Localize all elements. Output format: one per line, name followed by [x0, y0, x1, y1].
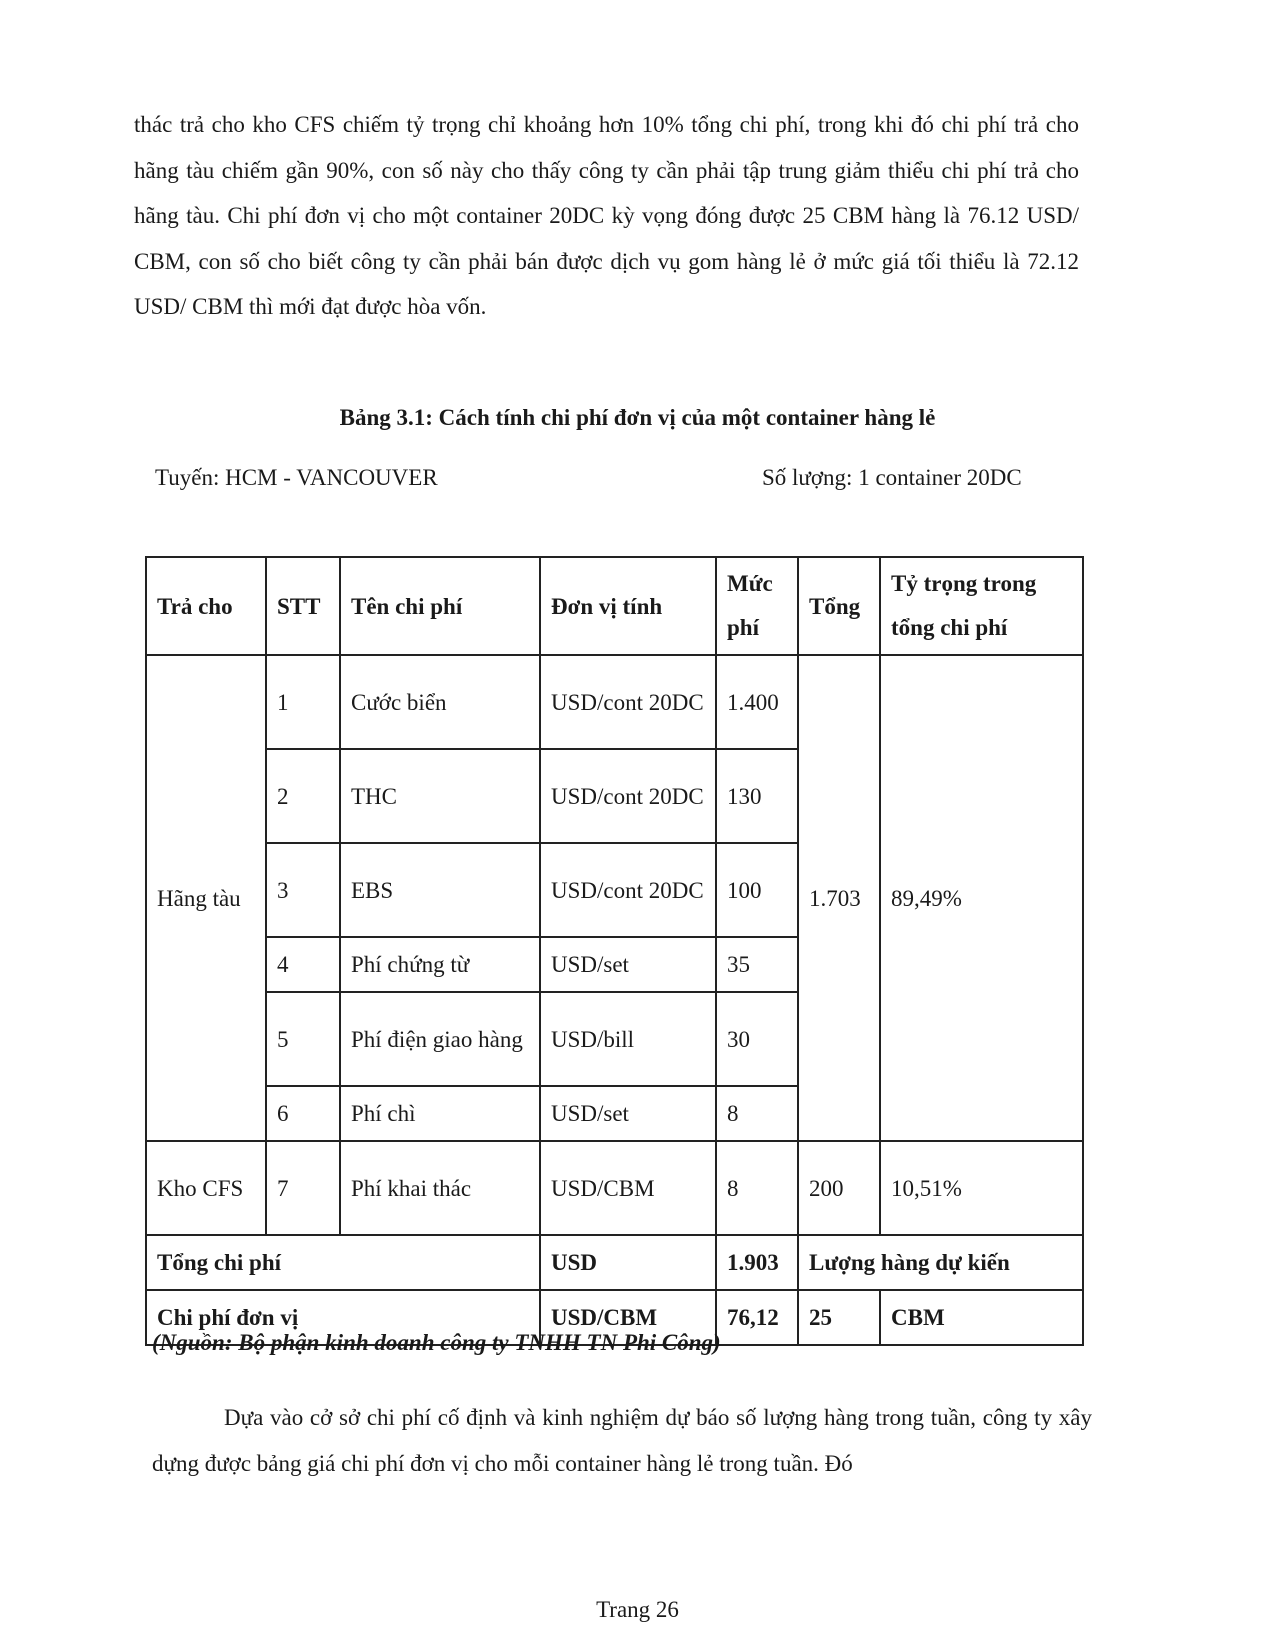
- expected-volume-unit: CBM: [880, 1290, 1083, 1345]
- cell-unit: USD/cont 20DC: [540, 655, 716, 749]
- page-number: Trang 26: [596, 1597, 679, 1622]
- unit-cost-unit: USD/CBM: [540, 1290, 716, 1345]
- header-total: Tổng: [798, 557, 880, 655]
- cell-cost-name: EBS: [340, 843, 540, 937]
- cell-stt: 3: [266, 843, 340, 937]
- header-stt: STT: [266, 557, 340, 655]
- cell-rate: 30: [716, 992, 798, 1086]
- table-row: [146, 655, 1083, 749]
- table-source: (Nguồn: Bộ phận kinh doanh công ty TNHH TN Phi Công): [152, 1330, 721, 1355]
- cell-rate: 100: [716, 843, 798, 937]
- pay-to-shipping-line: Hãng tàu: [146, 655, 266, 1141]
- cell-cost-name: Phí chứng từ: [340, 937, 540, 992]
- group-share-cfs: 10,51%: [880, 1141, 1083, 1235]
- table-header-row: [146, 557, 1083, 655]
- cell-cost-name: Phí chì: [340, 1086, 540, 1141]
- header-rate: Mức phí: [716, 557, 798, 655]
- cell-cost-name: Phí khai thác: [340, 1141, 540, 1235]
- table-caption: Bảng 3.1: Cách tính chi phí đơn vị của một container hàng lẻ: [339, 405, 936, 430]
- group-share-shipping-line: 89,49%: [880, 655, 1083, 1141]
- expected-volume-value: 25: [798, 1290, 880, 1345]
- header-unit: Đơn vị tính: [540, 557, 716, 655]
- group-total-cfs: 200: [798, 1141, 880, 1235]
- header-pay-to: Trả cho: [146, 557, 266, 655]
- cell-stt: 2: [266, 749, 340, 843]
- cell-cost-name: THC: [340, 749, 540, 843]
- header-cost-name: Tên chi phí: [340, 557, 540, 655]
- cell-stt: 1: [266, 655, 340, 749]
- cell-rate: 35: [716, 937, 798, 992]
- cell-rate: 130: [716, 749, 798, 843]
- cell-unit: USD/CBM: [540, 1141, 716, 1235]
- header-share: Tỷ trọng trong tổng chi phí: [880, 557, 1083, 655]
- cell-stt: 7: [266, 1141, 340, 1235]
- cell-unit: USD/bill: [540, 992, 716, 1086]
- cell-stt: 5: [266, 992, 340, 1086]
- cell-cost-name: Cước biển: [340, 655, 540, 749]
- table-row: [146, 1141, 1083, 1235]
- cell-unit: USD/cont 20DC: [540, 749, 716, 843]
- cell-unit: USD/cont 20DC: [540, 843, 716, 937]
- total-cost-label: Tổng chi phí: [146, 1235, 540, 1290]
- cell-unit: USD/set: [540, 1086, 716, 1141]
- unit-cost-label: Chi phí đơn vị: [146, 1290, 540, 1345]
- cell-unit: USD/set: [540, 937, 716, 992]
- cell-stt: 4: [266, 937, 340, 992]
- cost-table: [145, 556, 1084, 1346]
- cell-rate: 8: [716, 1086, 798, 1141]
- cell-rate: 8: [716, 1141, 798, 1235]
- group-total-shipping-line: 1.703: [798, 655, 880, 1141]
- intro-paragraph: thác trả cho kho CFS chiếm tỷ trọng chỉ khoảng hơn 10% tổng chi phí, trong khi đó chi phí trả cho hãng tàu chiếm gần 90%, con số này cho thấy công ty cần phải tập trung giảm thiểu chi phí trả cho hãng tàu. Chi phí đơn vị cho một container 20DC kỳ vọng đóng được 25 CBM hàng là 76.12 USD/ CBM, con số cho biết công ty cần phải bán được dịch vụ gom hàng lẻ ở mức giá tối thiểu là 72.12 USD/ CBM thì mới đạt được hòa vốn.: [134, 112, 1079, 319]
- total-cost-unit: USD: [540, 1235, 716, 1290]
- unit-cost-value: 76,12: [716, 1290, 798, 1345]
- cell-rate: 1.400: [716, 655, 798, 749]
- total-cost-row: [146, 1235, 1083, 1290]
- total-cost-value: 1.903: [716, 1235, 798, 1290]
- expected-volume-label: Lượng hàng dự kiến: [798, 1235, 1083, 1290]
- quantity-label: Số lượng: 1 container 20DC: [762, 465, 1022, 490]
- route-label: Tuyến: HCM - VANCOUVER: [155, 465, 438, 490]
- cell-cost-name: Phí điện giao hàng: [340, 992, 540, 1086]
- closing-paragraph: Dựa vào cở sở chi phí cố định và kinh nghiệm dự báo số lượng hàng trong tuần, công ty xây dựng được bảng giá chi phí đơn vị cho mỗi container hàng lẻ trong tuần. Đó: [152, 1405, 1092, 1476]
- pay-to-cfs: Kho CFS: [146, 1141, 266, 1235]
- cell-stt: 6: [266, 1086, 340, 1141]
